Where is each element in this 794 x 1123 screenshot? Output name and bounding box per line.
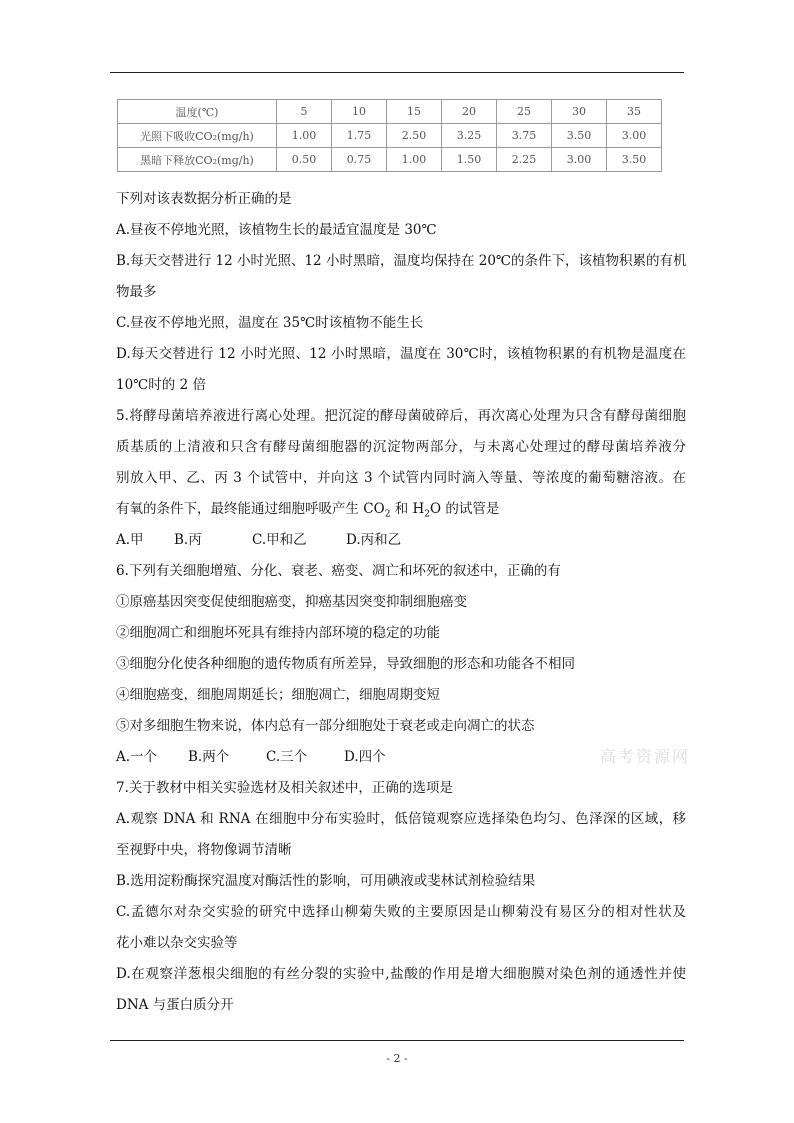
table-cell: 25	[497, 100, 552, 124]
question-5-stem: 5.将酵母菌培养液进行离心处理。把沉淀的酵母菌破碎后，再次离心处理为只含有酵母菌细胞	[116, 408, 686, 424]
table-cell: 光照下吸收CO₂(mg/h)	[118, 124, 277, 148]
question-5-stem: 质基质的上清液和只含有酵母菌细胞器的沉淀物两部分，与未离心处理过的酵母菌培养液分	[116, 439, 686, 455]
question-content	[116, 184, 686, 1021]
table-cell: 3.75	[497, 124, 552, 148]
table-cell: 黑暗下释放CO₂(mg/h)	[118, 148, 277, 172]
table-row	[118, 148, 662, 172]
option-c: C.孟德尔对杂交实验的研究中选择山柳菊失败的主要原因是山柳菊没有易区分的相对性状及	[116, 904, 686, 920]
table-cell: 2.25	[497, 148, 552, 172]
table-cell: 1.00	[277, 124, 332, 148]
option-a: A.观察 DNA 和 RNA 在细胞中分布实验时，低倍镜观察应选择染色均匀、色泽深的区域，移	[116, 811, 686, 827]
table-row	[118, 124, 662, 148]
footer-rule	[110, 1040, 684, 1041]
option-b: B.每天交替进行 12 小时光照、12 小时黑暗，温度均保持在 20℃的条件下，该植物积累的有机	[116, 253, 687, 269]
table-cell: 30	[552, 100, 607, 124]
option-a: A.甲	[116, 532, 144, 548]
table-cell: 3.00	[607, 124, 662, 148]
option-d: D.丙和乙	[346, 532, 402, 548]
option-d-continued: 10℃时的 2 倍	[116, 377, 206, 393]
statement-3: ③细胞分化使各种细胞的遗传物质有所差异，导致细胞的形态和功能各不相同	[116, 656, 575, 672]
statement-5: ⑤对多细胞生物来说，体内总有一部分细胞处于衰老或走向凋亡的状态	[116, 718, 535, 734]
option-a-continued: 至视野中央，将物像调节清晰	[116, 842, 292, 858]
question-6-stem: 6.下列有关细胞增殖、分化、衰老、癌变、凋亡和坏死的叙述中，正确的有	[116, 563, 561, 579]
table-cell: 3.50	[607, 148, 662, 172]
option-b-continued: 物最多	[116, 284, 157, 300]
statement-2: ②细胞凋亡和细胞坏死具有维持内部环境的稳定的功能	[116, 625, 440, 641]
page-number: - 2 -	[386, 1052, 408, 1065]
option-d: D.在观察洋葱根尖细胞的有丝分裂的实验中,盐酸的作用是增大细胞膜对染色剂的通透性并使	[116, 966, 686, 982]
table-cell: 35	[607, 100, 662, 124]
option-d: D.四个	[344, 749, 386, 765]
stem-text: 有氧的条件下，最终能通过细胞呼吸产生 CO	[116, 501, 385, 517]
question-5-options	[116, 525, 686, 556]
header-rule	[110, 72, 684, 73]
option-b: B.丙	[174, 532, 202, 548]
subscript: 2	[424, 509, 431, 520]
stem-text: 和 H	[390, 501, 425, 517]
table-cell: 0.50	[277, 148, 332, 172]
option-c: C.昼夜不停地光照，温度在 35℃时该植物不能生长	[116, 315, 424, 331]
question-5-stem: 别放入甲、乙、丙 3 个试管中，并向这 3 个试管内同时滴入等量、等浓度的葡萄糖溶液。在	[116, 470, 686, 486]
table-cell: 5	[277, 100, 332, 124]
table-cell: 温度(℃)	[118, 100, 277, 124]
option-b: B.选用淀粉酶探究温度对酶活性的影响，可用碘液或斐林试剂检验结果	[116, 873, 536, 889]
option-d: D.每天交替进行 12 小时光照、12 小时黑暗，温度在 30℃时，该植物积累的有机物是温度在	[116, 346, 686, 362]
table-cell: 15	[387, 100, 442, 124]
table-cell: 3.25	[442, 124, 497, 148]
question-5-stem-end	[116, 494, 686, 525]
option-a: A.昼夜不停地光照，该植物生长的最适宜温度是 30℃	[116, 222, 437, 238]
statement-4: ④细胞癌变，细胞周期延长；细胞凋亡，细胞周期变短	[116, 687, 440, 703]
option-b: B.两个	[188, 749, 230, 765]
data-table	[117, 99, 662, 172]
table-cell: 10	[332, 100, 387, 124]
option-c: C.甲和乙	[252, 532, 307, 548]
option-a: A.一个	[116, 749, 158, 765]
table-cell: 3.00	[552, 148, 607, 172]
table-cell: 0.75	[332, 148, 387, 172]
table-cell: 3.50	[552, 124, 607, 148]
subscript: 2	[384, 509, 391, 520]
table-cell: 20	[442, 100, 497, 124]
option-c: C.三个	[266, 749, 308, 765]
question-7-stem: 7.关于教材中相关实验选材及相关叙述中，正确的选项是	[116, 780, 453, 796]
option-d-continued: DNA 与蛋白质分开	[116, 997, 234, 1013]
table-cell: 1.00	[387, 148, 442, 172]
table-row	[118, 100, 662, 124]
statement-1: ①原癌基因突变促使细胞癌变，抑癌基因突变抑制细胞癌变	[116, 594, 467, 610]
table-cell: 1.75	[332, 124, 387, 148]
table-cell: 2.50	[387, 124, 442, 148]
table-cell: 1.50	[442, 148, 497, 172]
question-stem: 下列对该表数据分析正确的是	[116, 191, 292, 207]
option-c-continued: 花小难以杂交实验等	[116, 935, 238, 951]
stem-text: O 的试管是	[430, 501, 500, 517]
watermark: 高考资源网	[600, 747, 691, 766]
